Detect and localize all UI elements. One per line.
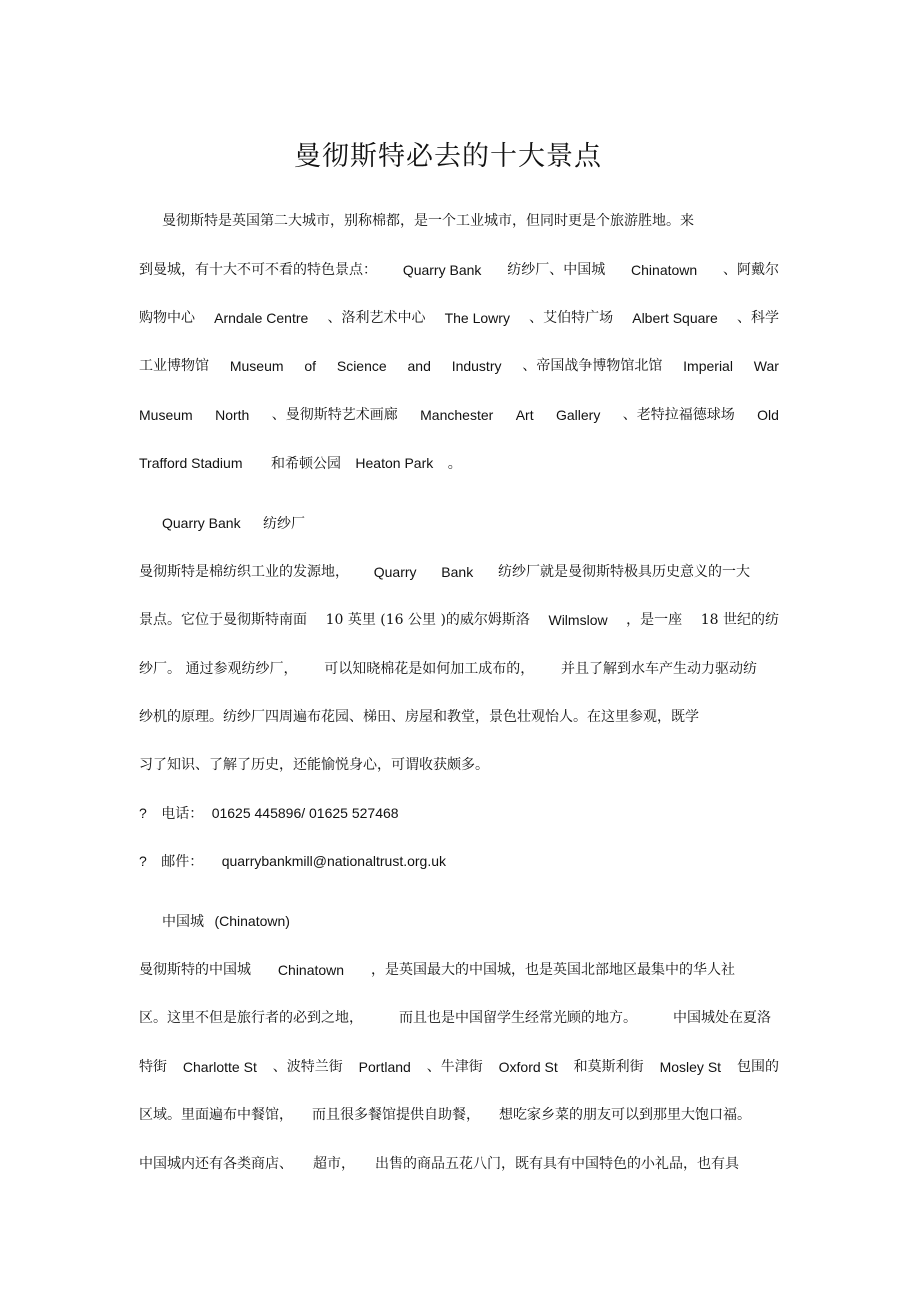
section1-line-1 <box>139 559 750 585</box>
body-text: 、牛津街 <box>426 1059 483 1075</box>
intro-text: Chinatown <box>631 262 698 278</box>
body-text: Quarry <box>373 564 417 580</box>
section-heading-chinatown <box>162 908 802 934</box>
body-text: 纱厂。 通过参观纺纱厂， <box>139 661 298 677</box>
section1-line-3 <box>139 656 757 682</box>
body-text: 曼彻斯特的中国城 <box>139 962 251 978</box>
section2-line-4 <box>139 1102 751 1128</box>
body-text: 并且了解到水车产生动力驱动纺 <box>560 661 757 677</box>
email-value: quarrybankmill@nationaltrust.org.uk <box>221 853 447 869</box>
body-text: ，是英国最大的中国城，也是英国北部地区最集中的华人社 <box>371 962 735 978</box>
body-text: Mosley St <box>659 1059 722 1075</box>
intro-text: Manchester <box>420 407 494 423</box>
body-text: Charlotte St <box>182 1059 257 1075</box>
intro-line-5 <box>139 402 779 428</box>
intro-text: 和希顿公园 <box>270 456 341 472</box>
section2-line-5 <box>139 1151 739 1177</box>
intro-line-3 <box>139 305 779 331</box>
body-text: 特街 <box>139 1059 167 1075</box>
body-text: 纺纱厂就是曼彻斯特极具历史意义的一大 <box>497 564 750 580</box>
heading-text: Quarry Bank <box>162 515 241 531</box>
body-text: Wilmslow <box>548 612 608 628</box>
intro-text: Imperial <box>683 358 733 374</box>
email-label: 邮件： <box>161 854 204 870</box>
body-text: 想吃家乡菜的朋友可以到那里大饱口福。 <box>499 1107 751 1123</box>
intro-text: and <box>407 358 431 374</box>
intro-text: Gallery <box>556 407 601 423</box>
body-text: 中国城处在夏洛 <box>673 1010 771 1026</box>
heading-text: 纺纱厂 <box>263 516 306 532</box>
intro-text: 。 <box>447 456 462 472</box>
body-text: 超市， <box>313 1156 355 1172</box>
body-text: 景点。它位于曼彻斯特南面 <box>139 612 307 628</box>
intro-text: 、帝国战争博物馆北馆 <box>522 358 663 374</box>
intro-text: War <box>753 358 779 374</box>
intro-text: Albert Square <box>632 310 718 326</box>
intro-text: 到曼城，有十大不可不看的特色景点： <box>139 262 377 278</box>
intro-line-2 <box>139 257 779 283</box>
intro-text: 、老特拉福德球场 <box>622 407 735 423</box>
section1-line-4: 纱机的原理。纺纱厂四周遍布花园、梯田、房屋和教堂，景色壮观怡人。在这里参观，既学 <box>139 709 699 725</box>
intro-text: 、洛利艺术中心 <box>327 310 426 326</box>
intro-text: 、科学 <box>736 310 779 326</box>
intro-text: 工业博物馆 <box>139 358 209 374</box>
intro-text: Heaton Park <box>355 455 434 471</box>
intro-text: 、艾伯特广场 <box>529 310 614 326</box>
page-title: 曼彻斯特必去的十大景点 <box>294 141 602 172</box>
body-text: 区。这里不但是旅行者的必到之地， <box>139 1010 363 1026</box>
intro-text: Science <box>336 358 387 374</box>
body-text: 而且很多餐馆提供自助餐， <box>312 1107 480 1123</box>
body-text: 可以知晓棉花是如何加工成布的， <box>324 661 535 677</box>
intro-line-6 <box>139 450 779 476</box>
section2-line-3 <box>139 1054 779 1080</box>
phone-label: 电话： <box>161 806 204 822</box>
section2-line-1 <box>139 957 735 983</box>
section-heading-quarry-bank <box>162 510 802 536</box>
section1-line-2 <box>139 607 779 633</box>
heading-text: 中国城 <box>162 914 204 930</box>
email-line <box>139 848 779 874</box>
bullet-marker: ? <box>139 853 147 869</box>
section1-line-5: 习了知识、了解了历史，还能愉悦身心，可谓收获颇多。 <box>139 757 489 773</box>
body-text: Chinatown <box>277 962 345 978</box>
body-text: ，是一座 <box>626 612 683 628</box>
intro-text: 购物中心 <box>139 310 195 326</box>
body-text: Oxford St <box>498 1059 558 1075</box>
intro-text: Quarry Bank <box>402 262 482 278</box>
intro-text: North <box>215 407 250 423</box>
body-text: 包围的 <box>736 1059 779 1075</box>
bullet-marker: ? <box>139 805 147 821</box>
intro-text: Old <box>757 407 779 423</box>
intro-text: Trafford Stadium <box>139 455 243 471</box>
body-text: 曼彻斯特是棉纺织工业的发源地， <box>139 564 349 580</box>
body-text: Bank <box>441 564 474 580</box>
intro-text: Industry <box>451 358 502 374</box>
section2-line-2 <box>139 1005 771 1031</box>
intro-text: 、曼彻斯特艺术画廊 <box>271 407 398 423</box>
intro-line-1: 曼彻斯特是英国第二大城市，别称棉都，是一个工业城市，但同时更是个旅游胜地。来 <box>162 213 694 229</box>
heading-text: (Chinatown) <box>214 913 290 929</box>
body-text: Portland <box>358 1059 411 1075</box>
intro-text: 纺纱厂、中国城 <box>507 262 606 278</box>
phone-value: 01625 445896/ 01625 527468 <box>211 805 399 821</box>
body-text: 18 世纪的纺 <box>700 612 779 628</box>
intro-text: Museum <box>139 407 193 423</box>
body-text: 而且也是中国留学生经常光顾的地方。 <box>399 1010 637 1026</box>
body-text: 10 英里 (16 公里 )的威尔姆斯洛 <box>325 612 530 628</box>
body-text: 出售的商品五花八门，既有具有中国特色的小礼品，也有具 <box>375 1156 739 1172</box>
body-text: 和莫斯利街 <box>573 1059 644 1075</box>
intro-text: of <box>304 358 317 374</box>
body-text: 、波特兰街 <box>272 1059 343 1075</box>
phone-line <box>139 800 779 826</box>
body-text: 区域。里面遍布中餐馆， <box>139 1107 293 1123</box>
intro-line-4 <box>139 353 779 379</box>
intro-text: 、阿戴尔 <box>723 262 779 278</box>
intro-text: Art <box>515 407 534 423</box>
intro-text: The Lowry <box>444 310 510 326</box>
body-text: 中国城内还有各类商店、 <box>139 1156 293 1172</box>
intro-text: Museum <box>229 358 284 374</box>
intro-text: Arndale Centre <box>214 310 309 326</box>
